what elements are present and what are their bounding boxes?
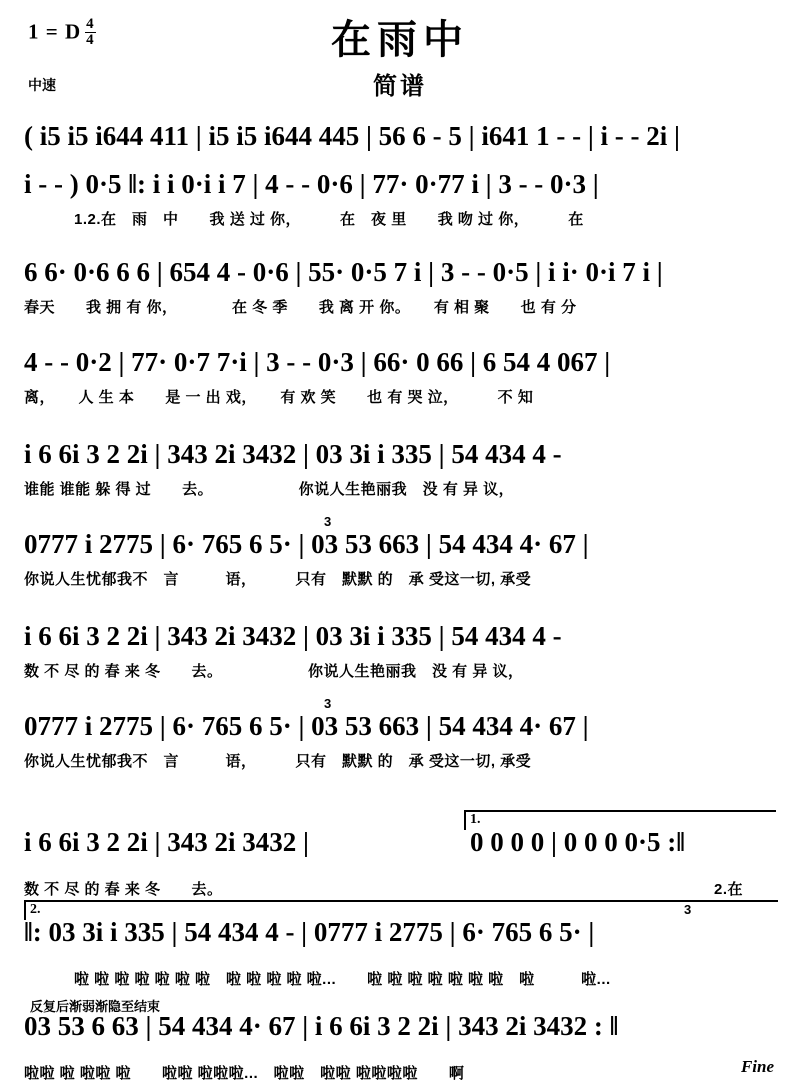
music-system-2: [24, 170, 776, 229]
notation-line: 0777 i 2775 | 6· 765 6 5· | 03 53 663 | 54 434 4· 67 |: [24, 529, 589, 559]
page-title: 在雨中: [331, 18, 469, 62]
music-system-4: [24, 348, 776, 407]
tuplet-marking: 3: [684, 902, 692, 917]
lyrics-line: 数 不 尽 的 春 来 冬 去。 你说人生艳丽我 没 有 异 议，: [24, 663, 524, 681]
notation-line: i 6 6i 3 2 2i | 343 2i 3432 | 03 3i i 335 | 54 434 4 -: [24, 621, 562, 651]
lyrics-line: 啦啦 啦 啦啦 啦 啦啦 啦啦啦... 啦啦 啦啦 啦啦啦啦 啊: [24, 1065, 465, 1082]
notation-line: 0777 i 2775 | 6· 765 6 5· | 03 53 663 | 54 434 4· 67 |: [24, 711, 589, 741]
tuplet-marking: 3: [324, 696, 332, 711]
fine-marking: Fine: [740, 1057, 774, 1076]
lyrics-line: 数 不 尽 的 春 来 冬 去。: [24, 881, 223, 898]
music-system-7: [24, 622, 776, 681]
music-system-8: [24, 696, 776, 771]
lyrics-line: 春天 我 拥 有 你， 在 冬 季 我 离 开 你。 有 相 聚 也 有 分: [24, 299, 577, 317]
lyrics-line: 你说人生忧郁我不 言 语， 只有 默默 的 承 受这一切, 承受: [24, 753, 532, 771]
first-ending-number: 1.: [470, 812, 481, 827]
notation-line: ( i5 i5 i644 411 | i5 i5 i644 445 | 56 6 - 5 | i641 1 - - | i - - 2i |: [24, 121, 680, 151]
time-signature-numerator: 4: [86, 16, 95, 32]
notation-line: 4 - - 0·2 | 77· 0·7 7·i | 3 - - 0·3 | 66· 0 66 | 6 54 4 067 |: [24, 347, 611, 377]
time-signature-denominator: 4: [86, 32, 95, 48]
notation-line: 6 6· 0·6 6 6 | 654 4 - 0·6 | 55· 0·5 7 i | 3 - - 0·5 | i i· 0·i 7 i |: [24, 257, 663, 287]
second-ending-lyric: 2.在: [714, 881, 744, 898]
music-system-5: [24, 440, 776, 499]
notation-line: ‖: 03 3i i 335 | 54 434 4 - | 0777 i 2775 | 6· 765 6 5· |: [24, 917, 595, 947]
lyrics-line: 你说人生忧郁我不 言 语， 只有 默默 的 承 受这一切, 承受: [24, 571, 532, 589]
notation-line-ending: 0 0 0 0 | 0 0 0 0·5 :‖: [470, 827, 685, 857]
lyrics-line: 离， 人 生 本 是 一 出 戏， 有 欢 笑 也 有 哭 泣， 不 知: [24, 389, 534, 407]
lyrics-line: 1.2.在 雨 中 我 送 过 你， 在 夜 里 我 吻 过 你， 在: [74, 211, 584, 229]
tuplet-marking: 3: [324, 514, 332, 529]
music-system-6: [24, 514, 776, 589]
page-subtitle: 简谱: [373, 73, 427, 100]
lyrics-line: 谁能 谁能 躲 得 过 去。 你说人生艳丽我 没 有 异 议，: [24, 481, 515, 499]
notation-line: i 6 6i 3 2 2i | 343 2i 3432 |: [24, 827, 309, 857]
notation-line: 03 53 6 63 | 54 434 4· 67 | i 6 6i 3 2 2i | 343 2i 3432 : ‖: [24, 1011, 619, 1041]
music-system-1: [24, 122, 776, 150]
performance-annotation: 反复后渐弱渐隐至结束: [30, 999, 161, 1014]
second-ending-number: 2.: [30, 902, 41, 917]
music-system-3: [24, 258, 776, 317]
key-signature-text: 1 = D: [28, 19, 82, 44]
tempo-marking: 中速: [28, 77, 56, 93]
notation-line: i - - ) 0·5 ‖: i i 0·i i 7 | 4 - - 0·6 | 77· 0·77 i | 3 - - 0·3 |: [24, 169, 599, 199]
lyrics-line: 啦 啦 啦 啦 啦 啦 啦 啦 啦 啦 啦 啦... 啦 啦 啦 啦 啦 啦 啦 啦 啦...: [74, 971, 611, 988]
notation-line: i 6 6i 3 2 2i | 343 2i 3432 | 03 3i i 335 | 54 434 4 -: [24, 439, 562, 469]
